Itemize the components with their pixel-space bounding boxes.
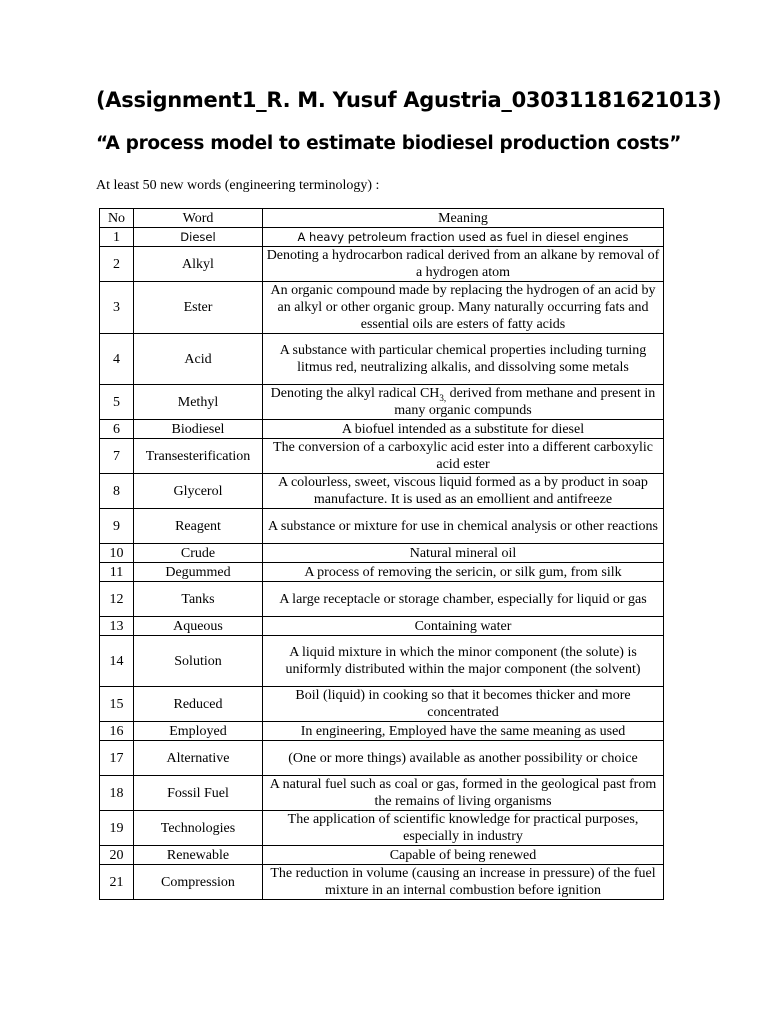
row-word: Glycerol — [134, 474, 263, 509]
row-word: Biodiesel — [134, 420, 263, 439]
row-meaning: The reduction in volume (causing an increase in pressure) of the fuel mixture in an internal combustion before ignition — [263, 865, 664, 900]
row-number: 10 — [100, 544, 134, 563]
table-row — [100, 776, 664, 811]
row-meaning: A biofuel intended as a substitute for diesel — [263, 420, 664, 439]
row-number: 9 — [100, 509, 134, 544]
row-word: Degummed — [134, 563, 263, 582]
table-row — [100, 385, 664, 420]
row-word: Technologies — [134, 811, 263, 846]
row-number: 5 — [100, 385, 134, 420]
row-word: Methyl — [134, 385, 263, 420]
row-word: Solution — [134, 636, 263, 687]
row-number: 14 — [100, 636, 134, 687]
row-meaning: A process of removing the sericin, or silk gum, from silk — [263, 563, 664, 582]
row-number: 20 — [100, 846, 134, 865]
row-word: Fossil Fuel — [134, 776, 263, 811]
vocabulary-table — [99, 208, 664, 900]
row-meaning: Containing water — [263, 617, 664, 636]
table-row — [100, 334, 664, 385]
row-number: 16 — [100, 722, 134, 741]
intro-text: At least 50 new words (engineering terminology) : — [96, 178, 380, 193]
row-number: 7 — [100, 439, 134, 474]
row-meaning: The application of scientific knowledge for practical purposes, especially in industry — [263, 811, 664, 846]
table-row — [100, 617, 664, 636]
row-meaning — [263, 385, 664, 420]
row-word: Acid — [134, 334, 263, 385]
row-number: 17 — [100, 741, 134, 776]
row-meaning: In engineering, Employed have the same meaning as used — [263, 722, 664, 741]
row-number: 11 — [100, 563, 134, 582]
meaning-text-part: derived from methane and present in many organic compunds — [394, 386, 656, 418]
table-row — [100, 420, 664, 439]
row-word: Aqueous — [134, 617, 263, 636]
table-row — [100, 811, 664, 846]
row-meaning: The conversion of a carboxylic acid ester into a different carboxylic acid ester — [263, 439, 664, 474]
row-number: 3 — [100, 282, 134, 334]
row-word: Reduced — [134, 687, 263, 722]
row-number: 4 — [100, 334, 134, 385]
row-word: Employed — [134, 722, 263, 741]
row-number: 21 — [100, 865, 134, 900]
row-meaning: A heavy petroleum fraction used as fuel in diesel engines — [263, 228, 664, 247]
row-word: Compression — [134, 865, 263, 900]
row-word: Reagent — [134, 509, 263, 544]
row-meaning: A substance with particular chemical properties including turning litmus red, neutralizing alkalis, and dissolving some metals — [263, 334, 664, 385]
row-number: 19 — [100, 811, 134, 846]
table-row — [100, 636, 664, 687]
table-row — [100, 687, 664, 722]
row-meaning: Natural mineral oil — [263, 544, 664, 563]
row-word: Transesterification — [134, 439, 263, 474]
row-meaning: A large receptacle or storage chamber, especially for liquid or gas — [263, 582, 664, 617]
table-row — [100, 439, 664, 474]
row-word: Renewable — [134, 846, 263, 865]
paper-title: “A process model to estimate biodiesel production costs” — [96, 133, 682, 154]
row-number: 1 — [100, 228, 134, 247]
column-header-no: No — [100, 209, 134, 228]
row-number: 13 — [100, 617, 134, 636]
row-number: 12 — [100, 582, 134, 617]
row-word: Tanks — [134, 582, 263, 617]
row-word: Crude — [134, 544, 263, 563]
row-meaning: Denoting a hydrocarbon radical derived from an alkane by removal of a hydrogen atom — [263, 247, 664, 282]
row-number: 6 — [100, 420, 134, 439]
table-row — [100, 247, 664, 282]
row-meaning: A natural fuel such as coal or gas, formed in the geological past from the remains of living organisms — [263, 776, 664, 811]
table-row — [100, 865, 664, 900]
meaning-text-part: Denoting the alkyl radical CH — [270, 386, 440, 401]
table-row — [100, 509, 664, 544]
column-header-meaning: Meaning — [263, 209, 664, 228]
table-row — [100, 741, 664, 776]
row-meaning: A liquid mixture in which the minor component (the solute) is uniformly distributed within the major component (the solvent) — [263, 636, 664, 687]
table-header-row — [100, 209, 664, 228]
row-number: 18 — [100, 776, 134, 811]
row-meaning: Capable of being renewed — [263, 846, 664, 865]
row-word: Ester — [134, 282, 263, 334]
table-row — [100, 582, 664, 617]
table-row — [100, 722, 664, 741]
row-number: 8 — [100, 474, 134, 509]
assignment-title: (Assignment1_R. M. Yusuf Agustria_03031181621013) — [96, 88, 722, 112]
row-meaning: (One or more things) available as another possibility or choice — [263, 741, 664, 776]
row-meaning: A colourless, sweet, viscous liquid formed as a by product in soap manufacture. It is used as an emollient and antifreeze — [263, 474, 664, 509]
row-word: Diesel — [134, 228, 263, 247]
row-word: Alternative — [134, 741, 263, 776]
subscript-text: 3, — [439, 392, 447, 403]
row-word: Alkyl — [134, 247, 263, 282]
row-number: 2 — [100, 247, 134, 282]
column-header-word: Word — [134, 209, 263, 228]
table-row — [100, 474, 664, 509]
table-row — [100, 563, 664, 582]
table-row — [100, 846, 664, 865]
table-row — [100, 282, 664, 334]
row-meaning: An organic compound made by replacing the hydrogen of an acid by an alkyl or other organic group. Many naturally occurring fats and essential oils are esters of fatty acids — [263, 282, 664, 334]
table-row — [100, 544, 664, 563]
row-meaning: A substance or mixture for use in chemical analysis or other reactions — [263, 509, 664, 544]
row-number: 15 — [100, 687, 134, 722]
table-row — [100, 228, 664, 247]
row-meaning: Boil (liquid) in cooking so that it becomes thicker and more concentrated — [263, 687, 664, 722]
